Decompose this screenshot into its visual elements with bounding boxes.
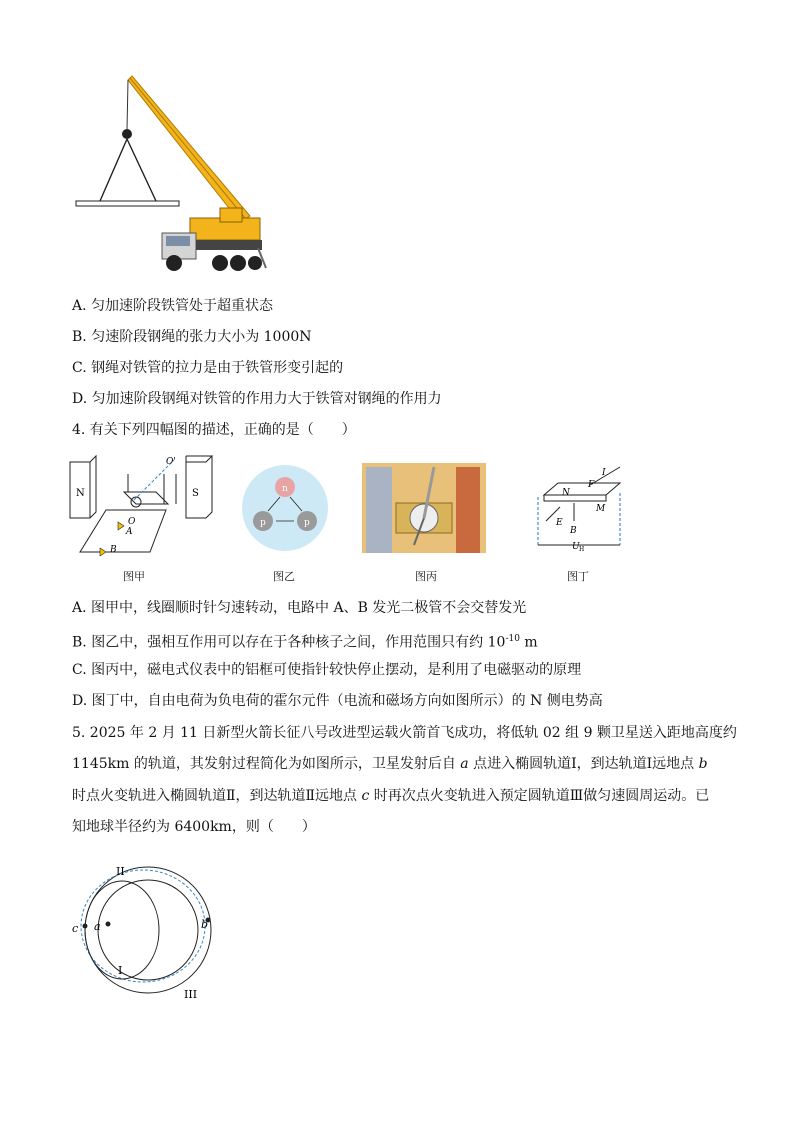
q4-option-d: D. 图丁中，自由电荷为负电荷的霍尔元件（电流和磁场方向如图所示）的 N 侧电势高: [72, 693, 603, 709]
q3-option-b: B. 匀速阶段钢绳的张力大小为 1000N: [72, 329, 312, 345]
q5-line-4: 知地球半径约为 6400km，则（ ）: [72, 819, 316, 835]
q4-option-b: B. 图乙中，强相互作用可以存在于各种核子之间，作用范围只有约 $10^{-10}$ m: [72, 634, 538, 651]
figure-orbits: [60, 850, 230, 1010]
orbit-label-c: c: [72, 922, 79, 935]
fig-yi-label-n: n: [282, 484, 288, 494]
fig-ding-label-b: B: [570, 526, 577, 536]
q4-option-a: A. 图甲中，线圈顺时针匀速转动，电路中 A、B 发光二极管不会交替发光: [72, 600, 527, 616]
fig-jia-label-b: B: [110, 545, 117, 555]
fig-ding-label-i: I: [602, 468, 606, 478]
fig-ding-label-f: F: [588, 480, 595, 490]
caption-yi: 图乙: [273, 570, 295, 583]
fig-jia-label-a: A: [126, 527, 133, 537]
fig-ding-label-u: U: [572, 542, 580, 552]
q3-option-a: A. 匀加速阶段铁管处于超重状态: [72, 298, 274, 314]
q3-option-c: C. 钢绳对铁管的拉力是由于铁管形变引起的: [72, 360, 344, 376]
figure-bing-meter: [362, 463, 486, 553]
fig-jia-label-n: N: [76, 488, 85, 499]
fig-ding-label-u-sub: H: [579, 546, 585, 553]
fig-jia-label-o: O: [128, 517, 136, 527]
fig-yi-label-p2: p: [304, 518, 310, 528]
orbit-label-i: I: [118, 964, 123, 977]
q4-option-c: C. 图丙中，磁电式仪表中的铝框可使指针较快停止摆动，是利用了电磁驱动的原理: [72, 662, 582, 678]
figure-yi-nucleons: [240, 463, 330, 553]
fig-ding-label-e: E: [556, 518, 563, 528]
fig-jia-label-o2: O': [166, 457, 176, 467]
fig-ding-label-m: M: [596, 504, 606, 514]
figure-jia-generator: [66, 452, 216, 562]
q5-line-1: 5. 2025 年 2 月 11 日新型火箭长征八号改进型运载火箭首飞成功，将低轨 02 组 9 颗卫星送入距地高度约: [72, 725, 737, 741]
orbit-label-a: a: [94, 920, 101, 933]
q5-line-2: 1145km 的轨道，其发射过程简化为如图所示，卫星发射后自 a 点进入椭圆轨道Ⅰ，到达轨道Ⅰ远地点 b: [72, 756, 708, 772]
orbit-label-ii: II: [116, 865, 125, 878]
caption-ding: 图丁: [567, 570, 589, 583]
orbit-label-iii: III: [184, 988, 198, 1001]
fig-jia-label-s: S: [192, 488, 199, 499]
q5-line-3: 时点火变轨进入椭圆轨道Ⅱ，到达轨道Ⅱ远地点 c 时再次点火变轨进入预定圆轨道Ⅲ做匀速圆周运动。已: [72, 788, 710, 804]
q4-stem: 4. 有关下列四幅图的描述，正确的是（ ）: [72, 422, 356, 438]
figure-ding-hall-element: [530, 463, 630, 553]
orbit-label-b: b: [201, 918, 209, 931]
fig-ding-label-n: N: [562, 488, 570, 498]
crane-illustration: [70, 68, 270, 278]
caption-bing: 图丙: [415, 570, 437, 583]
fig-yi-label-p1: p: [260, 518, 266, 528]
caption-jia: 图甲: [123, 570, 145, 583]
q3-option-d: D. 匀加速阶段钢绳对铁管的作用力大于铁管对钢绳的作用力: [72, 391, 442, 407]
